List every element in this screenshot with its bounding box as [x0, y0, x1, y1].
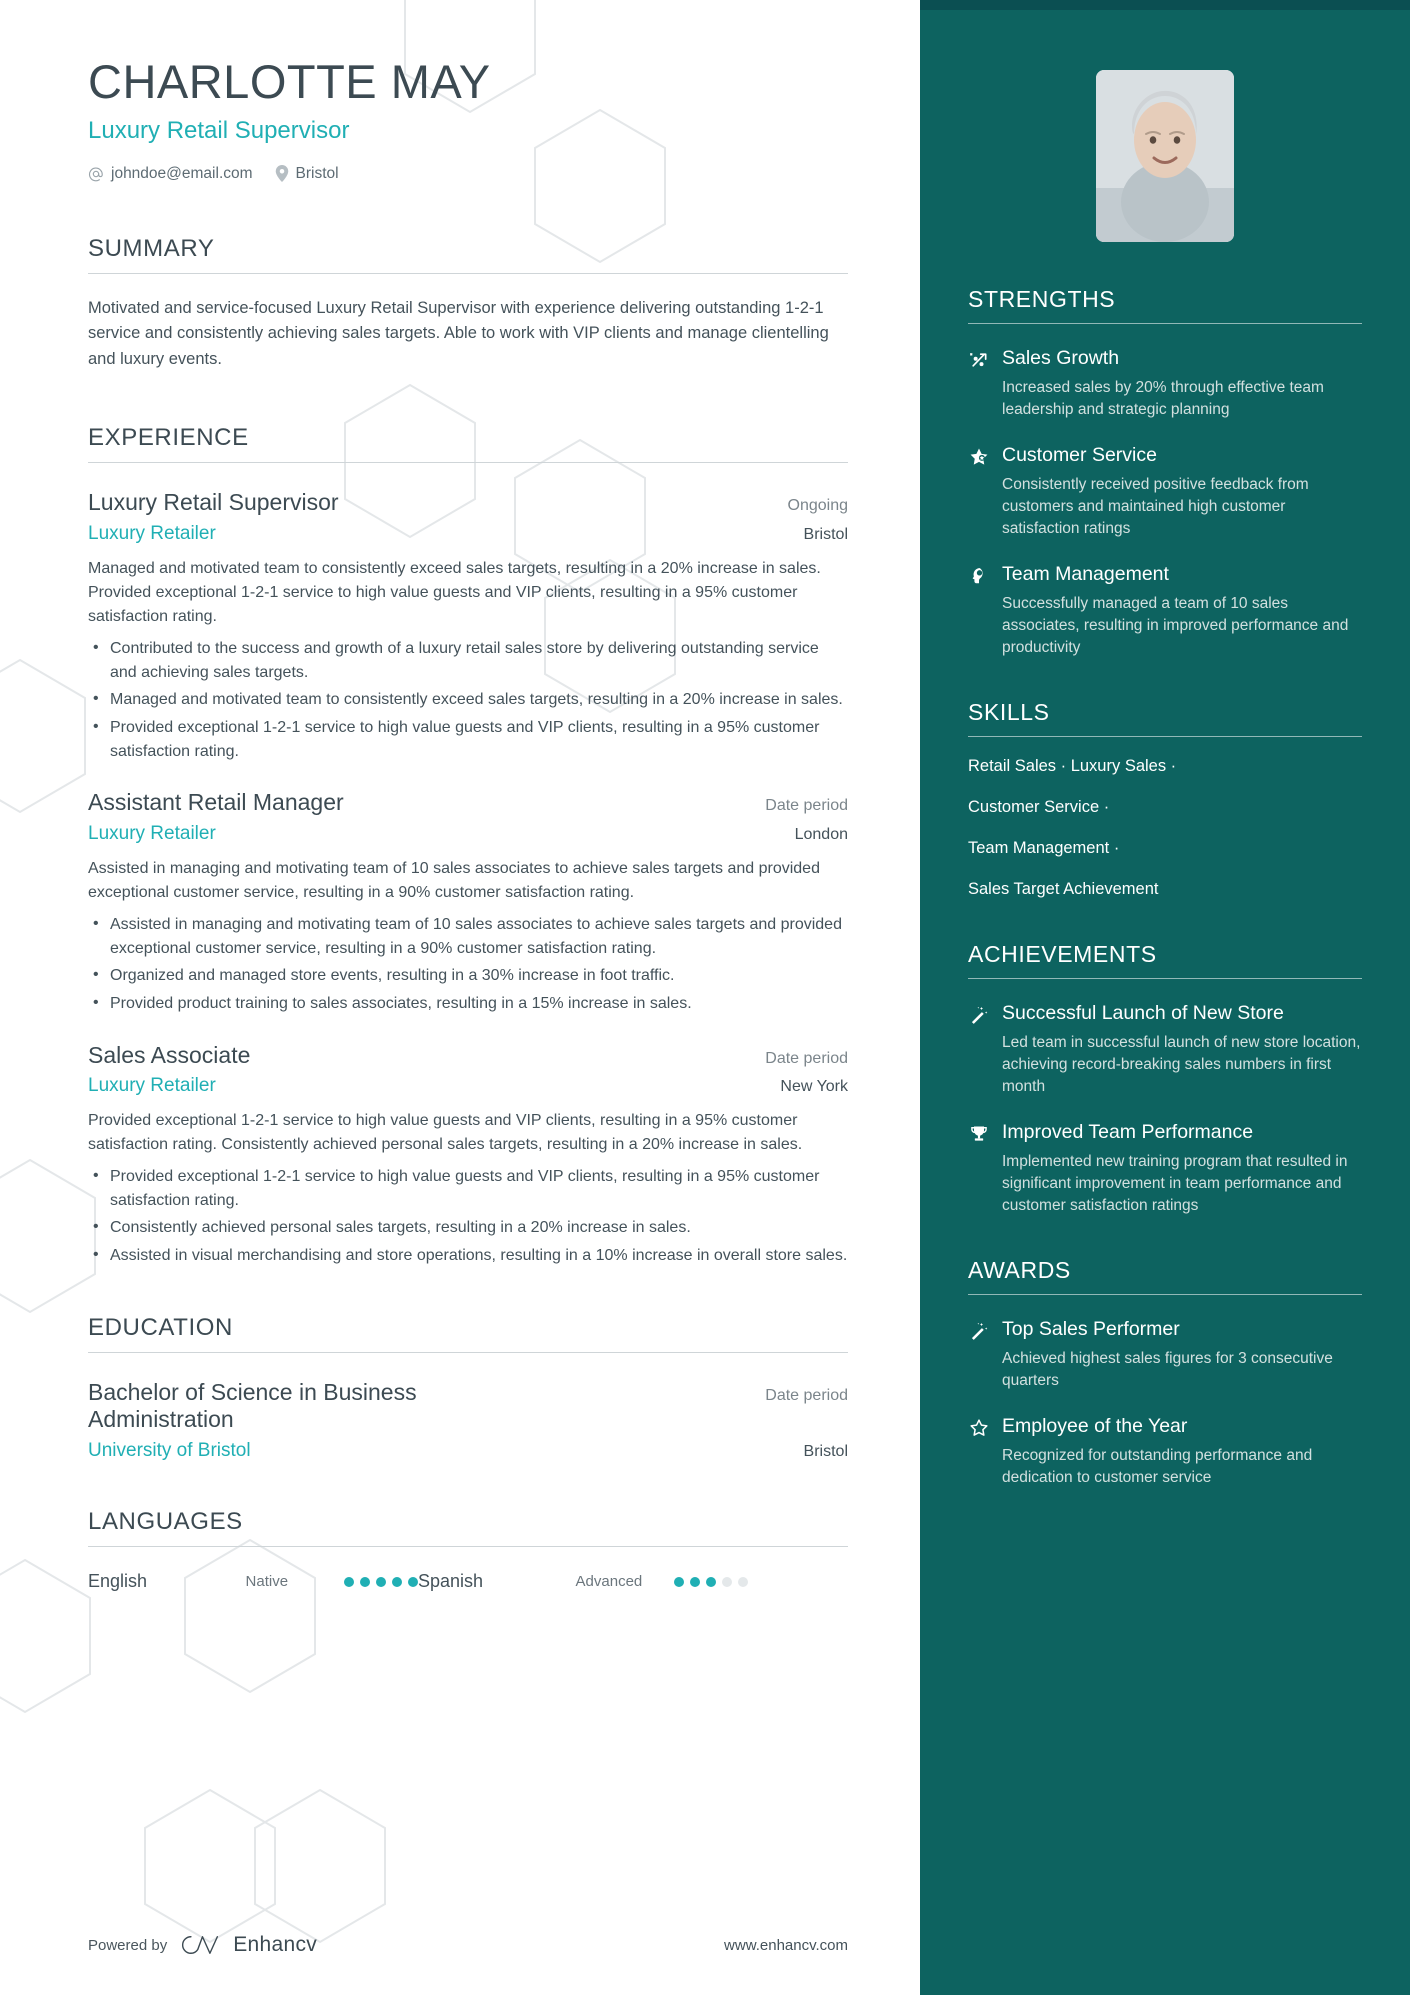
language-item [418, 1571, 748, 1592]
rating-dot [674, 1577, 684, 1587]
education-section [88, 1314, 848, 1462]
experience-bullets [88, 637, 848, 763]
experience-section [88, 424, 848, 1268]
skill-line: Team Management · [968, 839, 1120, 858]
strength-item-head [968, 443, 1362, 469]
experience-description: Managed and motivated team to consistently exceed sales targets, resulting in a 20% increase in sales. Provided exceptional 1-2-1 service to high value guests and VIP clients, resulting in a 95% customer satisfaction rating. [88, 559, 821, 625]
map-pin-icon [275, 165, 289, 182]
strength-description: Successfully managed a team of 10 sales associates, resulting in improved performance and productivity [1002, 595, 1349, 656]
skills-section [968, 699, 1362, 901]
strength-title: Team Management [1002, 563, 1169, 585]
job-title: Luxury Retail Supervisor [88, 116, 350, 144]
contact-location-text: Bristol [295, 164, 339, 182]
list-item: • Managed and motivated team to consistently exceed sales targets, resulting in a 20% increase in sales. [88, 688, 848, 712]
strength-item-head [968, 562, 1362, 588]
experience-entry-sub [88, 823, 848, 845]
award-title: Employee of the Year [1002, 1415, 1188, 1438]
experience-location: Bristol [803, 525, 848, 543]
powered-by-block [88, 1933, 317, 1957]
education-divider [88, 1352, 848, 1353]
experience-date: Ongoing [787, 497, 848, 515]
experience-entry-head [88, 789, 848, 817]
page-title: CHARLOTTE MAY [88, 55, 491, 108]
experience-company: Luxury Retailer [88, 1075, 216, 1097]
language-name: Spanish [418, 1571, 484, 1592]
achievement-item [968, 1001, 1362, 1098]
rating-dot [738, 1577, 748, 1587]
rating-dot [376, 1577, 386, 1587]
achievements-section [968, 941, 1362, 1217]
experience-entry-head [88, 1042, 848, 1070]
languages-row [88, 1571, 848, 1592]
experience-role: Luxury Retail Supervisor [88, 489, 339, 516]
education-school: University of Bristol [88, 1440, 251, 1462]
achievement-description: Implemented new training program that resulted in significant improvement in team performance and customer satisfaction ratings [1002, 1153, 1348, 1215]
experience-entry-sub [88, 523, 848, 545]
strength-description: Increased sales by 20% through effective team leadership and strategic planning [1002, 379, 1324, 418]
strength-item [968, 443, 1362, 540]
list-item: • Assisted in managing and motivating team of 10 sales associates to achieve sales targets and provided exceptional customer service, resulting in a 90% customer satisfaction rating. [88, 913, 848, 960]
contact-location[interactable] [275, 165, 339, 183]
education-location: Bristol [803, 1443, 848, 1461]
experience-company: Luxury Retailer [88, 822, 216, 844]
experience-company: Luxury Retailer [88, 522, 216, 544]
experience-divider [88, 462, 848, 463]
education-entry [88, 1379, 848, 1462]
strength-item [968, 346, 1362, 421]
list-item: • Assisted in visual merchandising and store operations, resulting in a 10% increase in overall store sales. [88, 1244, 848, 1268]
strengths-heading: STRENGTHS [968, 286, 1116, 312]
award-title: Top Sales Performer [1002, 1318, 1180, 1341]
star-outline-icon [968, 1416, 990, 1440]
list-item: • Provided product training to sales associates, resulting in a 15% increase in sales. [88, 992, 848, 1016]
achievement-item-head [968, 1120, 1362, 1146]
achievement-title: Improved Team Performance [1002, 1121, 1254, 1144]
contact-email-text: johndoe@email.com [111, 164, 253, 182]
language-name: English [88, 1571, 148, 1592]
rating-dot [706, 1577, 716, 1587]
experience-entry [88, 489, 848, 763]
avatar-wrapper [968, 70, 1362, 242]
education-heading: EDUCATION [88, 1313, 233, 1341]
magic-wand-icon [968, 1319, 990, 1343]
awards-heading: AWARDS [968, 1257, 1071, 1284]
language-rating-dots [344, 1577, 418, 1587]
award-item [968, 1414, 1362, 1489]
rating-dot [722, 1577, 732, 1587]
language-rating-dots [674, 1577, 748, 1587]
footer [88, 1933, 848, 1957]
achievements-divider [968, 978, 1362, 979]
trophy-icon [968, 1122, 990, 1146]
skills-heading: SKILLS [968, 699, 1050, 725]
award-description: Achieved highest sales figures for 3 consecutive quarters [1002, 1350, 1333, 1390]
skill-line: Sales Target Achievement [968, 880, 1159, 899]
brand-name: Enhancv [233, 1933, 318, 1956]
list-item: • Contributed to the success and growth of a luxury retail sales store by delivering outstanding service and achieving sales targets. [88, 637, 848, 684]
list-item: • Organized and managed store events, resulting in a 30% increase in foot traffic. [88, 964, 848, 988]
education-entry-head [88, 1379, 848, 1434]
experience-location: London [794, 825, 848, 843]
rating-dot [690, 1577, 700, 1587]
achievement-title: Successful Launch of New Store [1002, 1002, 1284, 1025]
experience-role: Assistant Retail Manager [88, 789, 344, 816]
strength-title: Customer Service [1002, 444, 1157, 466]
rating-dot [360, 1577, 370, 1587]
experience-entry-sub [88, 1075, 848, 1097]
award-item [968, 1317, 1362, 1392]
achievement-description: Led team in successful launch of new store location, achieving record-breaking sales numbers in first month [1002, 1034, 1361, 1096]
rocket-icon [968, 348, 990, 372]
award-description: Recognized for outstanding performance and dedication to customer service [1002, 1447, 1313, 1487]
experience-description: Provided exceptional 1-2-1 service to high value guests and VIP clients, resulting in a 95% customer satisfaction rating. Consistently achieved personal sales targets, resulting in a 20% increase in sales. [88, 1112, 803, 1154]
strength-item-head [968, 346, 1362, 372]
strength-title: Sales Growth [1002, 347, 1120, 369]
education-degree: Bachelor of Science in Business Administration [88, 1378, 417, 1433]
experience-description: Assisted in managing and motivating team of 10 sales associates to achieve sales targets and provided exceptional customer service, resulting in a 90% customer satisfaction rating. [88, 859, 820, 901]
summary-divider [88, 273, 848, 274]
language-level: Advanced [575, 1573, 643, 1591]
award-item-head [968, 1317, 1362, 1343]
languages-divider [88, 1546, 848, 1547]
experience-bullets [88, 913, 848, 1016]
award-item-head [968, 1414, 1362, 1440]
awards-divider [968, 1294, 1362, 1295]
experience-bullets [88, 1165, 848, 1268]
languages-section [88, 1508, 848, 1592]
rating-dot [392, 1577, 402, 1587]
strengths-section [968, 286, 1362, 659]
skill-line: Customer Service · [968, 798, 1110, 817]
education-entry-sub [88, 1440, 848, 1462]
summary-section [88, 235, 848, 373]
experience-heading: EXPERIENCE [88, 424, 249, 452]
achievement-item-head [968, 1001, 1362, 1027]
rating-dot [344, 1577, 354, 1587]
head-lightbulb-icon [968, 564, 990, 588]
rating-dot [408, 1577, 418, 1587]
language-level: Native [245, 1573, 289, 1591]
list-item: • Provided exceptional 1-2-1 service to high value guests and VIP clients, resulting in a 95% customer satisfaction rating. [88, 1165, 848, 1212]
strength-item [968, 562, 1362, 659]
magic-wand-icon [968, 1003, 990, 1027]
footer-url[interactable]: www.enhancv.com [724, 1936, 848, 1954]
contact-row [88, 165, 848, 183]
experience-entry-head [88, 489, 848, 517]
experience-location: New York [780, 1078, 848, 1096]
list-item: • Consistently achieved personal sales targets, resulting in a 20% increase in sales. [88, 1216, 848, 1240]
sidebar-column [920, 0, 1410, 1995]
achievements-heading: ACHIEVEMENTS [968, 941, 1157, 968]
list-item: • Provided exceptional 1-2-1 service to high value guests and VIP clients, resulting in a 95% customer satisfaction rating. [88, 716, 848, 763]
avatar [1096, 70, 1234, 242]
summary-text: Motivated and service-focused Luxury Retail Supervisor with experience delivering outstanding 1-2-1 service and consistently achieving sales targets. Able to work with VIP clients and manage clientelling and luxury events. [88, 298, 829, 368]
language-item [88, 1571, 418, 1592]
summary-heading: SUMMARY [88, 234, 215, 262]
experience-role: Sales Associate [88, 1041, 251, 1068]
at-sign-icon [88, 166, 104, 182]
experience-date: Date period [765, 797, 848, 815]
skills-divider [968, 736, 1362, 737]
enhancv-logo-icon [181, 1934, 219, 1956]
experience-entry [88, 1042, 848, 1268]
languages-heading: LANGUAGES [88, 1508, 243, 1536]
strengths-divider [968, 323, 1362, 324]
achievement-item [968, 1120, 1362, 1217]
experience-entry [88, 789, 848, 1015]
contact-email[interactable] [88, 165, 253, 183]
powered-by-label: Powered by [88, 1936, 168, 1954]
experience-date: Date period [765, 1049, 848, 1067]
skill-line: Retail Sales · Luxury Sales · [968, 757, 1177, 775]
awards-section [968, 1257, 1362, 1489]
star-badge-icon [968, 445, 990, 469]
profile-photo-icon [1096, 70, 1234, 242]
strength-description: Consistently received positive feedback from customers and maintained high customer satisfaction ratings [1002, 476, 1309, 537]
education-date: Date period [765, 1386, 848, 1404]
